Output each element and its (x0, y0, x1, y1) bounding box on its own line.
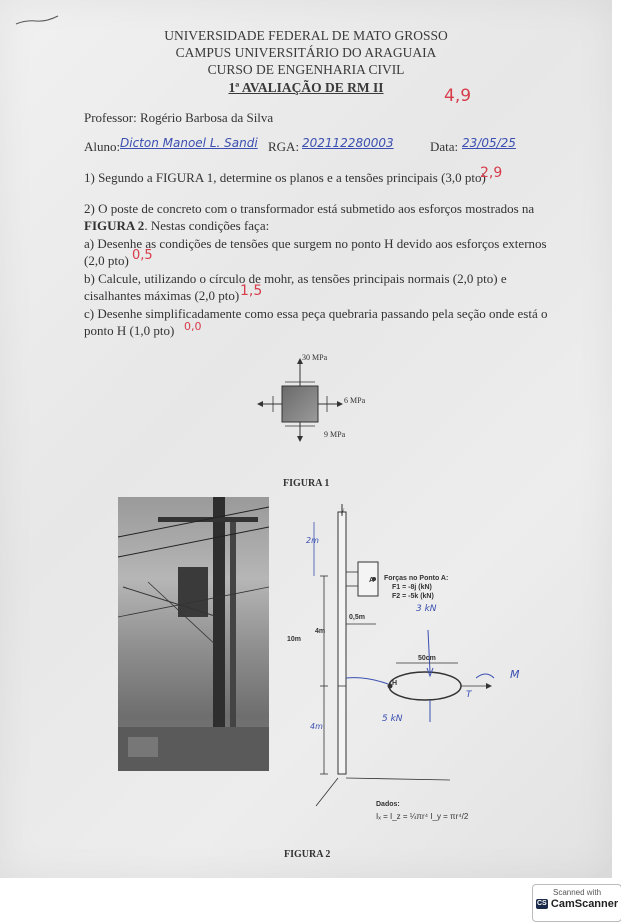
handwritten-4m: 4m (310, 722, 323, 731)
total-grade: 4,9 (444, 86, 472, 106)
camscanner-badge (532, 884, 621, 922)
campus-name: CAMPUS UNIVERSITÁRIO DO ARAGUAIA (175, 45, 437, 60)
question-2c-line1: c) Desenhe simplificadamente como essa peça quebraria passando pela seção onde está o (84, 306, 548, 321)
professor-line: Professor: Rogério Barbosa da Silva (84, 110, 274, 125)
camscanner-row (533, 898, 621, 910)
figure-1-caption: FIGURA 1 (283, 478, 330, 489)
university-name: UNIVERSIDADE FEDERAL DE MATO GROSSO (164, 28, 448, 43)
rga-label: RGA: (268, 139, 300, 154)
dados-label: Dados: (376, 801, 400, 808)
question-2c-line2: ponto H (1,0 pto) (84, 323, 175, 338)
question-2b-line1: b) Calcule, utilizando o círculo de mohr, as tensões principais normais (2,0 pto) e (84, 271, 507, 286)
pole-photo-drawing (118, 497, 269, 771)
course-name: CURSO DE ENGENHARIA CIVIL (207, 62, 405, 77)
camscanner-text: CamScanner (550, 898, 619, 910)
dim-4m: 4m (315, 628, 326, 635)
stress-bottom-label: 9 MPa (324, 430, 346, 439)
point-h-label: H (392, 680, 398, 687)
section-ellipse (389, 672, 461, 700)
q2c-score: 0,0 (184, 320, 202, 333)
question-2b-line2: cisalhantes máximas (2,0 pto) (84, 288, 240, 303)
question-2a-line1: a) Desenhe as condições de tensões que surgem no ponto H devido aos esforços externos (84, 236, 547, 251)
stress-right-label: 6 MPa (344, 396, 366, 405)
question-2-line1: 2) O poste de concreto com o transformador está submetido aos esforços mostrados na (84, 201, 535, 216)
dim-50cm: 50cm (418, 655, 436, 662)
figure-2-ref: FIGURA 2 (84, 218, 145, 233)
student-label: Aluno: (84, 139, 121, 154)
utility-pole-photo (118, 497, 269, 771)
q1-score: 2,9 (480, 165, 503, 181)
pole-column (338, 512, 346, 774)
question-1: 1) Segundo a FIGURA 1, determine os planos e a tensões principais (3,0 pto) (84, 170, 486, 185)
student-name: Dicton Manoel L. Sandi (120, 136, 258, 150)
dim-0-5m: 0,5m (349, 614, 365, 621)
axis-y-label: y (341, 506, 345, 514)
q2a-score: 0,5 (132, 248, 153, 263)
q2b-score: 1,5 (240, 283, 263, 299)
forces-title: Forças no Ponto A: (384, 575, 449, 582)
stress-square (282, 386, 318, 422)
dim-10m: 10m (287, 636, 302, 643)
corner-scribble (14, 10, 62, 30)
camscanner-logo-icon: CS (536, 900, 547, 908)
force-f1: F1 = -8j (kN) (392, 584, 432, 591)
figure-2-caption: FIGURA 2 (284, 849, 331, 860)
exam-title: 1ª AVALIAÇÃO DE RM II (228, 80, 384, 95)
scanned-with-text: Scanned with (552, 888, 602, 897)
force-f2: F2 = -5k (kN) (392, 593, 434, 600)
figure-2-pole-diagram (290, 500, 540, 830)
stress-top-label: 30 MPa (302, 353, 328, 362)
inertia-formula: Iₓ = I_z = ¼πr⁴ I_y = πr⁴/2 (376, 812, 469, 821)
handwritten-m: M (510, 668, 520, 681)
question-2-line2 (84, 216, 269, 235)
date-label: Data: (430, 139, 459, 154)
handwritten-t: T (466, 690, 472, 700)
question-2a-line2: (2,0 pto) (84, 253, 129, 268)
question-2-line2-rest: . Nestas condições faça: (144, 218, 270, 233)
handwritten-3kn: 3 kN (416, 604, 437, 614)
date-value: 23/05/25 (462, 136, 516, 150)
point-a-label: A (369, 577, 375, 584)
handwritten-5kn: 5 kN (382, 714, 403, 724)
rga-value: 202112280003 (302, 136, 394, 150)
handwritten-2m: 2m (306, 536, 319, 545)
